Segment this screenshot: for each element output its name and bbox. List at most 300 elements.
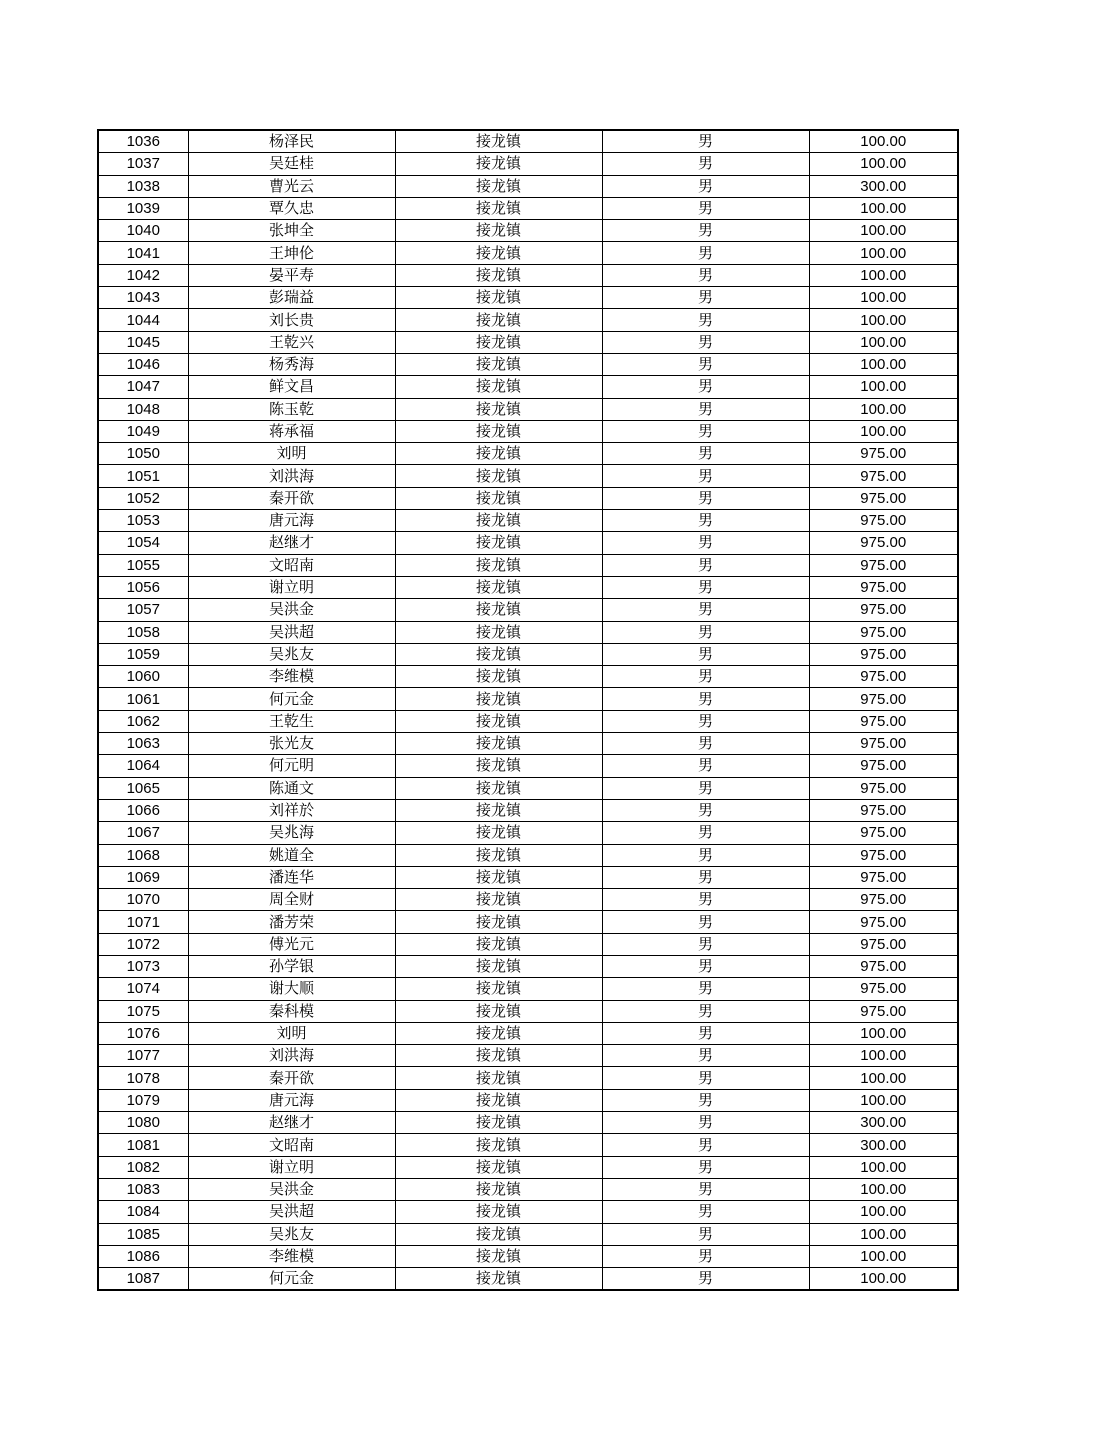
cell-gender: 男 [602, 1134, 809, 1156]
cell-amount: 100.00 [809, 220, 958, 242]
cell-amount: 100.00 [809, 1223, 958, 1245]
cell-town: 接龙镇 [395, 688, 602, 710]
table-row [98, 1000, 958, 1022]
cell-town: 接龙镇 [395, 554, 602, 576]
cell-gender: 男 [602, 844, 809, 866]
table-row [98, 153, 958, 175]
cell-name: 刘洪海 [188, 1045, 395, 1067]
cell-gender: 男 [602, 331, 809, 353]
cell-gender: 男 [602, 1223, 809, 1245]
cell-gender: 男 [602, 688, 809, 710]
cell-amount: 100.00 [809, 1268, 958, 1291]
table-row [98, 889, 958, 911]
table-row [98, 554, 958, 576]
cell-serial-number: 1077 [98, 1045, 188, 1067]
table-row [98, 1245, 958, 1267]
cell-name: 何元金 [188, 1268, 395, 1291]
cell-serial-number: 1055 [98, 554, 188, 576]
cell-name: 陈玉乾 [188, 398, 395, 420]
cell-town: 接龙镇 [395, 844, 602, 866]
cell-serial-number: 1044 [98, 309, 188, 331]
cell-gender: 男 [602, 420, 809, 442]
cell-gender: 男 [602, 465, 809, 487]
cell-name: 谢大顺 [188, 978, 395, 1000]
cell-amount: 100.00 [809, 1067, 958, 1089]
cell-amount: 100.00 [809, 242, 958, 264]
cell-name: 孙学银 [188, 955, 395, 977]
cell-amount: 300.00 [809, 175, 958, 197]
cell-amount: 975.00 [809, 576, 958, 598]
cell-amount: 975.00 [809, 554, 958, 576]
cell-town: 接龙镇 [395, 710, 602, 732]
cell-gender: 男 [602, 1000, 809, 1022]
cell-name: 潘连华 [188, 866, 395, 888]
cell-gender: 男 [602, 755, 809, 777]
cell-town: 接龙镇 [395, 510, 602, 532]
table-row [98, 844, 958, 866]
cell-serial-number: 1052 [98, 487, 188, 509]
cell-name: 吴洪超 [188, 621, 395, 643]
cell-amount: 975.00 [809, 978, 958, 1000]
cell-gender: 男 [602, 889, 809, 911]
cell-amount: 975.00 [809, 733, 958, 755]
cell-gender: 男 [602, 532, 809, 554]
table-row [98, 376, 958, 398]
cell-gender: 男 [602, 576, 809, 598]
cell-town: 接龙镇 [395, 978, 602, 1000]
cell-serial-number: 1081 [98, 1134, 188, 1156]
cell-gender: 男 [602, 955, 809, 977]
cell-town: 接龙镇 [395, 1178, 602, 1200]
cell-town: 接龙镇 [395, 465, 602, 487]
cell-gender: 男 [602, 443, 809, 465]
cell-amount: 975.00 [809, 933, 958, 955]
cell-serial-number: 1065 [98, 777, 188, 799]
cell-serial-number: 1046 [98, 353, 188, 375]
cell-town: 接龙镇 [395, 1089, 602, 1111]
cell-name: 张光友 [188, 733, 395, 755]
cell-name: 周全财 [188, 889, 395, 911]
cell-serial-number: 1075 [98, 1000, 188, 1022]
cell-serial-number: 1070 [98, 889, 188, 911]
cell-name: 彭瑞益 [188, 287, 395, 309]
cell-name: 赵继才 [188, 532, 395, 554]
cell-gender: 男 [602, 1045, 809, 1067]
cell-amount: 975.00 [809, 643, 958, 665]
cell-town: 接龙镇 [395, 532, 602, 554]
cell-town: 接龙镇 [395, 1000, 602, 1022]
cell-serial-number: 1082 [98, 1156, 188, 1178]
cell-name: 晏平寿 [188, 264, 395, 286]
cell-gender: 男 [602, 175, 809, 197]
cell-serial-number: 1058 [98, 621, 188, 643]
table-row [98, 799, 958, 821]
cell-gender: 男 [602, 153, 809, 175]
cell-name: 鲜文昌 [188, 376, 395, 398]
cell-gender: 男 [602, 643, 809, 665]
cell-name: 李维模 [188, 666, 395, 688]
cell-town: 接龙镇 [395, 220, 602, 242]
table-row [98, 130, 958, 153]
cell-gender: 男 [602, 242, 809, 264]
table-row [98, 197, 958, 219]
cell-serial-number: 1040 [98, 220, 188, 242]
cell-town: 接龙镇 [395, 733, 602, 755]
table-row [98, 822, 958, 844]
cell-amount: 975.00 [809, 666, 958, 688]
table-row [98, 309, 958, 331]
cell-name: 杨秀海 [188, 353, 395, 375]
cell-name: 王乾生 [188, 710, 395, 732]
cell-serial-number: 1062 [98, 710, 188, 732]
cell-gender: 男 [602, 376, 809, 398]
cell-town: 接龙镇 [395, 889, 602, 911]
cell-gender: 男 [602, 1268, 809, 1291]
cell-name: 吴洪金 [188, 599, 395, 621]
cell-amount: 100.00 [809, 1201, 958, 1223]
table-row [98, 1134, 958, 1156]
cell-serial-number: 1056 [98, 576, 188, 598]
cell-serial-number: 1045 [98, 331, 188, 353]
cell-gender: 男 [602, 799, 809, 821]
cell-serial-number: 1078 [98, 1067, 188, 1089]
cell-town: 接龙镇 [395, 755, 602, 777]
cell-amount: 975.00 [809, 710, 958, 732]
cell-gender: 男 [602, 866, 809, 888]
table-row [98, 733, 958, 755]
cell-town: 接龙镇 [395, 197, 602, 219]
cell-serial-number: 1048 [98, 398, 188, 420]
cell-town: 接龙镇 [395, 666, 602, 688]
table-row [98, 264, 958, 286]
table-row [98, 1045, 958, 1067]
table-row [98, 331, 958, 353]
table-row [98, 1156, 958, 1178]
cell-town: 接龙镇 [395, 331, 602, 353]
cell-gender: 男 [602, 554, 809, 576]
cell-name: 文昭南 [188, 1134, 395, 1156]
cell-town: 接龙镇 [395, 420, 602, 442]
cell-gender: 男 [602, 1156, 809, 1178]
cell-amount: 975.00 [809, 799, 958, 821]
cell-town: 接龙镇 [395, 621, 602, 643]
cell-gender: 男 [602, 1178, 809, 1200]
cell-serial-number: 1079 [98, 1089, 188, 1111]
cell-town: 接龙镇 [395, 1134, 602, 1156]
cell-gender: 男 [602, 733, 809, 755]
cell-serial-number: 1041 [98, 242, 188, 264]
cell-amount: 100.00 [809, 420, 958, 442]
cell-name: 吴廷桂 [188, 153, 395, 175]
cell-serial-number: 1063 [98, 733, 188, 755]
cell-town: 接龙镇 [395, 777, 602, 799]
table-row [98, 465, 958, 487]
cell-name: 蒋承福 [188, 420, 395, 442]
cell-amount: 300.00 [809, 1112, 958, 1134]
cell-amount: 975.00 [809, 955, 958, 977]
cell-gender: 男 [602, 599, 809, 621]
cell-amount: 975.00 [809, 510, 958, 532]
cell-gender: 男 [602, 264, 809, 286]
cell-town: 接龙镇 [395, 933, 602, 955]
cell-gender: 男 [602, 1245, 809, 1267]
cell-name: 赵继才 [188, 1112, 395, 1134]
table-row [98, 978, 958, 1000]
table-row [98, 866, 958, 888]
cell-amount: 100.00 [809, 153, 958, 175]
cell-name: 王坤伦 [188, 242, 395, 264]
table-row [98, 220, 958, 242]
cell-name: 刘长贵 [188, 309, 395, 331]
cell-town: 接龙镇 [395, 1112, 602, 1134]
cell-town: 接龙镇 [395, 955, 602, 977]
cell-name: 刘明 [188, 1022, 395, 1044]
table-row [98, 398, 958, 420]
table-row [98, 487, 958, 509]
cell-amount: 100.00 [809, 331, 958, 353]
cell-name: 吴兆友 [188, 1223, 395, 1245]
cell-gender: 男 [602, 1089, 809, 1111]
cell-serial-number: 1085 [98, 1223, 188, 1245]
cell-gender: 男 [602, 130, 809, 153]
cell-serial-number: 1051 [98, 465, 188, 487]
cell-town: 接龙镇 [395, 175, 602, 197]
cell-serial-number: 1086 [98, 1245, 188, 1267]
cell-amount: 975.00 [809, 755, 958, 777]
cell-town: 接龙镇 [395, 443, 602, 465]
cell-serial-number: 1074 [98, 978, 188, 1000]
cell-name: 刘洪海 [188, 465, 395, 487]
cell-serial-number: 1053 [98, 510, 188, 532]
cell-town: 接龙镇 [395, 264, 602, 286]
cell-serial-number: 1066 [98, 799, 188, 821]
cell-name: 刘祥於 [188, 799, 395, 821]
cell-serial-number: 1042 [98, 264, 188, 286]
cell-amount: 975.00 [809, 889, 958, 911]
table-row [98, 688, 958, 710]
cell-serial-number: 1049 [98, 420, 188, 442]
cell-name: 吴洪超 [188, 1201, 395, 1223]
table-row [98, 510, 958, 532]
cell-gender: 男 [602, 1112, 809, 1134]
cell-amount: 100.00 [809, 1178, 958, 1200]
table-row [98, 1112, 958, 1134]
cell-amount: 100.00 [809, 1045, 958, 1067]
cell-gender: 男 [602, 1022, 809, 1044]
cell-amount: 100.00 [809, 1245, 958, 1267]
cell-name: 秦科模 [188, 1000, 395, 1022]
cell-amount: 975.00 [809, 822, 958, 844]
cell-name: 唐元海 [188, 1089, 395, 1111]
cell-gender: 男 [602, 777, 809, 799]
cell-town: 接龙镇 [395, 866, 602, 888]
cell-amount: 975.00 [809, 487, 958, 509]
cell-serial-number: 1067 [98, 822, 188, 844]
cell-gender: 男 [602, 353, 809, 375]
table-row [98, 777, 958, 799]
table-row [98, 955, 958, 977]
table-row [98, 666, 958, 688]
cell-serial-number: 1069 [98, 866, 188, 888]
table-row [98, 911, 958, 933]
cell-serial-number: 1076 [98, 1022, 188, 1044]
cell-name: 谢立明 [188, 576, 395, 598]
cell-town: 接龙镇 [395, 242, 602, 264]
cell-town: 接龙镇 [395, 398, 602, 420]
cell-amount: 100.00 [809, 1089, 958, 1111]
cell-amount: 975.00 [809, 777, 958, 799]
cell-name: 姚道全 [188, 844, 395, 866]
cell-name: 刘明 [188, 443, 395, 465]
cell-name: 何元明 [188, 755, 395, 777]
table-row [98, 599, 958, 621]
cell-serial-number: 1037 [98, 153, 188, 175]
cell-amount: 975.00 [809, 532, 958, 554]
cell-gender: 男 [602, 710, 809, 732]
cell-amount: 100.00 [809, 1156, 958, 1178]
cell-serial-number: 1054 [98, 532, 188, 554]
cell-amount: 300.00 [809, 1134, 958, 1156]
cell-name: 覃久忠 [188, 197, 395, 219]
cell-town: 接龙镇 [395, 1245, 602, 1267]
cell-serial-number: 1068 [98, 844, 188, 866]
cell-town: 接龙镇 [395, 1223, 602, 1245]
table-row [98, 1022, 958, 1044]
cell-name: 何元金 [188, 688, 395, 710]
cell-name: 谢立明 [188, 1156, 395, 1178]
cell-amount: 100.00 [809, 197, 958, 219]
cell-town: 接龙镇 [395, 153, 602, 175]
cell-town: 接龙镇 [395, 1201, 602, 1223]
cell-serial-number: 1087 [98, 1268, 188, 1291]
cell-serial-number: 1039 [98, 197, 188, 219]
cell-serial-number: 1043 [98, 287, 188, 309]
table-row [98, 621, 958, 643]
table-row [98, 1268, 958, 1291]
cell-town: 接龙镇 [395, 599, 602, 621]
cell-name: 王乾兴 [188, 331, 395, 353]
cell-gender: 男 [602, 933, 809, 955]
cell-amount: 100.00 [809, 376, 958, 398]
cell-name: 文昭南 [188, 554, 395, 576]
cell-gender: 男 [602, 309, 809, 331]
cell-amount: 100.00 [809, 130, 958, 153]
table-row [98, 420, 958, 442]
table-row [98, 1089, 958, 1111]
cell-amount: 100.00 [809, 398, 958, 420]
cell-serial-number: 1038 [98, 175, 188, 197]
cell-gender: 男 [602, 1067, 809, 1089]
cell-serial-number: 1060 [98, 666, 188, 688]
cell-town: 接龙镇 [395, 130, 602, 153]
table-row [98, 443, 958, 465]
cell-gender: 男 [602, 666, 809, 688]
cell-town: 接龙镇 [395, 576, 602, 598]
table-row [98, 242, 958, 264]
table-row [98, 643, 958, 665]
cell-gender: 男 [602, 487, 809, 509]
cell-serial-number: 1061 [98, 688, 188, 710]
cell-name: 秦开欲 [188, 1067, 395, 1089]
cell-serial-number: 1084 [98, 1201, 188, 1223]
cell-gender: 男 [602, 287, 809, 309]
cell-town: 接龙镇 [395, 799, 602, 821]
cell-gender: 男 [602, 822, 809, 844]
table-row [98, 1223, 958, 1245]
cell-serial-number: 1083 [98, 1178, 188, 1200]
cell-name: 吴兆友 [188, 643, 395, 665]
cell-amount: 100.00 [809, 309, 958, 331]
cell-amount: 975.00 [809, 844, 958, 866]
cell-serial-number: 1047 [98, 376, 188, 398]
cell-town: 接龙镇 [395, 376, 602, 398]
cell-serial-number: 1050 [98, 443, 188, 465]
cell-gender: 男 [602, 1201, 809, 1223]
cell-serial-number: 1080 [98, 1112, 188, 1134]
cell-gender: 男 [602, 220, 809, 242]
cell-town: 接龙镇 [395, 911, 602, 933]
cell-name: 吴兆海 [188, 822, 395, 844]
cell-amount: 975.00 [809, 465, 958, 487]
cell-serial-number: 1059 [98, 643, 188, 665]
cell-gender: 男 [602, 197, 809, 219]
cell-amount: 975.00 [809, 688, 958, 710]
cell-gender: 男 [602, 978, 809, 1000]
cell-name: 傅光元 [188, 933, 395, 955]
cell-name: 李维模 [188, 1245, 395, 1267]
cell-amount: 975.00 [809, 866, 958, 888]
cell-amount: 975.00 [809, 1000, 958, 1022]
cell-serial-number: 1071 [98, 911, 188, 933]
cell-serial-number: 1072 [98, 933, 188, 955]
cell-gender: 男 [602, 510, 809, 532]
cell-town: 接龙镇 [395, 487, 602, 509]
cell-town: 接龙镇 [395, 1268, 602, 1291]
cell-serial-number: 1036 [98, 130, 188, 153]
cell-amount: 975.00 [809, 443, 958, 465]
cell-town: 接龙镇 [395, 1067, 602, 1089]
cell-town: 接龙镇 [395, 643, 602, 665]
table-row [98, 353, 958, 375]
cell-name: 唐元海 [188, 510, 395, 532]
cell-amount: 975.00 [809, 911, 958, 933]
cell-name: 张坤全 [188, 220, 395, 242]
table-row [98, 755, 958, 777]
cell-amount: 100.00 [809, 353, 958, 375]
cell-town: 接龙镇 [395, 287, 602, 309]
cell-town: 接龙镇 [395, 353, 602, 375]
cell-town: 接龙镇 [395, 1022, 602, 1044]
cell-name: 潘芳荣 [188, 911, 395, 933]
cell-serial-number: 1073 [98, 955, 188, 977]
cell-amount: 100.00 [809, 264, 958, 286]
table-row [98, 933, 958, 955]
cell-gender: 男 [602, 621, 809, 643]
cell-gender: 男 [602, 911, 809, 933]
table-row [98, 576, 958, 598]
cell-amount: 975.00 [809, 599, 958, 621]
cell-serial-number: 1064 [98, 755, 188, 777]
cell-name: 陈通文 [188, 777, 395, 799]
subsidy-table [97, 129, 959, 1291]
cell-town: 接龙镇 [395, 822, 602, 844]
cell-serial-number: 1057 [98, 599, 188, 621]
cell-name: 吴洪金 [188, 1178, 395, 1200]
cell-amount: 975.00 [809, 621, 958, 643]
table-body [98, 130, 958, 1290]
cell-amount: 100.00 [809, 287, 958, 309]
table-row [98, 287, 958, 309]
